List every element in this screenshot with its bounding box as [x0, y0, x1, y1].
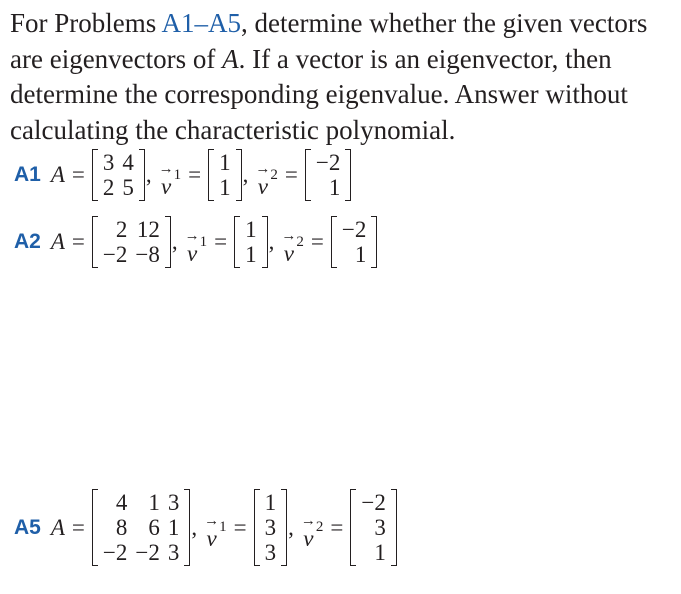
- matrix-entry: 1: [264, 490, 277, 515]
- problem-label[interactable]: A5: [14, 515, 41, 539]
- matrix-A: [92, 149, 145, 201]
- vector-v2-label-symbol: [300, 513, 316, 551]
- matrix-A-table: [99, 217, 164, 267]
- matrix-entry: 3: [167, 490, 180, 515]
- vector-v2: [350, 489, 396, 566]
- comma: ,: [171, 229, 178, 254]
- problem-A2: [14, 216, 377, 268]
- matrix-entry: −2: [135, 540, 160, 565]
- matrix-name: A: [50, 162, 65, 187]
- vector-v2-table: [312, 150, 344, 200]
- matrix-row: [99, 242, 164, 267]
- comma: ,: [242, 162, 249, 187]
- matrix-name: A: [50, 229, 65, 254]
- matrix-entry: 1: [245, 217, 257, 242]
- matrix-entry: 12: [136, 217, 160, 242]
- matrix-entry: 1: [167, 515, 180, 540]
- vector-v2-table: [357, 490, 389, 565]
- vector-v1: [254, 489, 288, 566]
- matrix-entry: 4: [122, 150, 134, 175]
- problem-label[interactable]: A2: [14, 230, 41, 253]
- matrix-A: [92, 216, 171, 268]
- matrix-row: [241, 242, 261, 267]
- matrix-row: [241, 217, 261, 242]
- matrix-row: [357, 515, 389, 540]
- intro-post2: . If a vector is an eigenvector, then determine the corresponding eigenvalue. Answer without calculating the characteristic polynomial.: [10, 43, 628, 145]
- matrix-entry: 8: [115, 515, 128, 540]
- vector-v1-label: [200, 505, 227, 550]
- equals-sign: =: [71, 162, 85, 187]
- comma: ,: [191, 514, 198, 540]
- matrix-entry: −2: [341, 217, 367, 242]
- matrix-row: [357, 540, 389, 565]
- vector-arrow-icon: →: [281, 227, 297, 244]
- matrix-entry: 3: [264, 515, 277, 540]
- matrix-row: [99, 515, 183, 540]
- problem-instructions: [10, 6, 674, 148]
- matrix-entry: 1: [354, 242, 367, 267]
- vector-v1-label-symbol: [158, 160, 174, 199]
- matrix-entry: −8: [135, 242, 160, 267]
- vector-v1-label: [181, 220, 208, 265]
- matrix-entry: 1: [148, 490, 160, 515]
- matrix-entry: 5: [122, 175, 134, 200]
- matrix-row: [99, 540, 183, 565]
- matrix-entry: −2: [361, 490, 386, 515]
- equals-sign: =: [233, 514, 247, 540]
- matrix-row: [99, 490, 183, 515]
- vector-v1-label-symbol: [204, 513, 220, 551]
- matrix-A-table: [99, 150, 138, 200]
- matrix-entry: 6: [148, 515, 160, 540]
- vector-v1: [208, 149, 242, 201]
- vector-arrow-icon: →: [300, 513, 316, 529]
- matrix-entry: 1: [219, 175, 231, 200]
- matrix-entry: 3: [264, 540, 277, 565]
- vector-subscript: 1: [199, 233, 208, 250]
- matrix-row: [215, 150, 235, 175]
- matrix-entry: 2: [102, 175, 115, 200]
- matrix-variable: A: [222, 43, 239, 74]
- matrix-row: [338, 242, 370, 267]
- equals-sign: =: [71, 229, 85, 254]
- vector-v2-label: [251, 153, 278, 198]
- matrix-entry: 3: [374, 515, 386, 540]
- vector-arrow-icon: →: [184, 227, 200, 244]
- matrix-row: [261, 515, 281, 540]
- matrix-row: [312, 175, 344, 200]
- vector-letter: v: [161, 173, 172, 199]
- vector-letter: v: [187, 240, 198, 266]
- vector-letter: v: [303, 526, 314, 551]
- vector-subscript: 2: [315, 519, 324, 535]
- matrix-entry: 1: [245, 242, 257, 267]
- matrix-A-table: [99, 490, 183, 565]
- matrix-row: [312, 150, 344, 175]
- vector-v2-label-symbol: [281, 227, 297, 266]
- vector-subscript: 1: [219, 519, 227, 535]
- comma: ,: [268, 229, 275, 254]
- equals-sign: =: [188, 162, 202, 187]
- vector-letter: v: [257, 173, 268, 199]
- matrix-entry: 1: [328, 175, 341, 200]
- vector-subscript: 1: [173, 166, 182, 183]
- vector-arrow-icon: →: [204, 513, 220, 529]
- matrix-entry: 1: [374, 540, 386, 565]
- intro-post: , determine whether the given vectors are eigenvectors of: [10, 8, 648, 74]
- vector-v1-table: [215, 150, 235, 200]
- vector-v2-label-symbol: [255, 160, 271, 199]
- matrix-row: [215, 175, 235, 200]
- matrix-entry: 4: [115, 490, 128, 515]
- matrix-entry: 3: [102, 150, 115, 175]
- equals-sign: =: [330, 514, 344, 540]
- matrix-entry: −2: [102, 540, 128, 565]
- matrix-entry: 3: [167, 540, 180, 565]
- vector-v1-label-symbol: [184, 227, 200, 266]
- comma: ,: [145, 162, 152, 187]
- vector-arrow-icon: →: [255, 160, 271, 177]
- matrix-row: [261, 540, 281, 565]
- problem-A5: [14, 489, 397, 566]
- equals-sign: =: [71, 514, 85, 540]
- problem-label[interactable]: A1: [14, 163, 41, 186]
- matrix-row: [338, 217, 370, 242]
- vector-v2-label: [297, 505, 324, 550]
- problem-A1: [14, 149, 351, 201]
- vector-letter: v: [206, 526, 217, 551]
- vector-v1-label: [155, 153, 182, 198]
- vector-arrow-icon: →: [158, 160, 174, 177]
- matrix-entry: −2: [102, 242, 128, 267]
- comma: ,: [288, 514, 294, 540]
- matrix-A: [92, 489, 190, 566]
- matrix-entry: 1: [219, 150, 231, 175]
- intro-pre: For Problems: [10, 8, 162, 38]
- vector-subscript: 2: [270, 166, 278, 183]
- problem-range-link[interactable]: A1–A5: [161, 8, 242, 38]
- vector-v1-table: [261, 490, 281, 565]
- equals-sign: =: [214, 229, 228, 254]
- matrix-entry: −2: [315, 150, 341, 175]
- vector-letter: v: [283, 240, 294, 266]
- matrix-row: [99, 217, 164, 242]
- vector-v2: [305, 149, 351, 201]
- matrix-name: A: [50, 514, 65, 540]
- equals-sign: =: [284, 162, 298, 187]
- matrix-entry: 2: [115, 217, 128, 242]
- vector-v1-table: [241, 217, 261, 267]
- vector-v2: [331, 216, 377, 268]
- matrix-row: [99, 150, 138, 175]
- vector-v2-table: [338, 217, 370, 267]
- vector-subscript: 2: [296, 233, 304, 250]
- vector-v1: [234, 216, 268, 268]
- matrix-row: [357, 490, 389, 515]
- matrix-row: [99, 175, 138, 200]
- matrix-row: [261, 490, 281, 515]
- vector-v2-label: [277, 220, 304, 265]
- equals-sign: =: [310, 229, 324, 254]
